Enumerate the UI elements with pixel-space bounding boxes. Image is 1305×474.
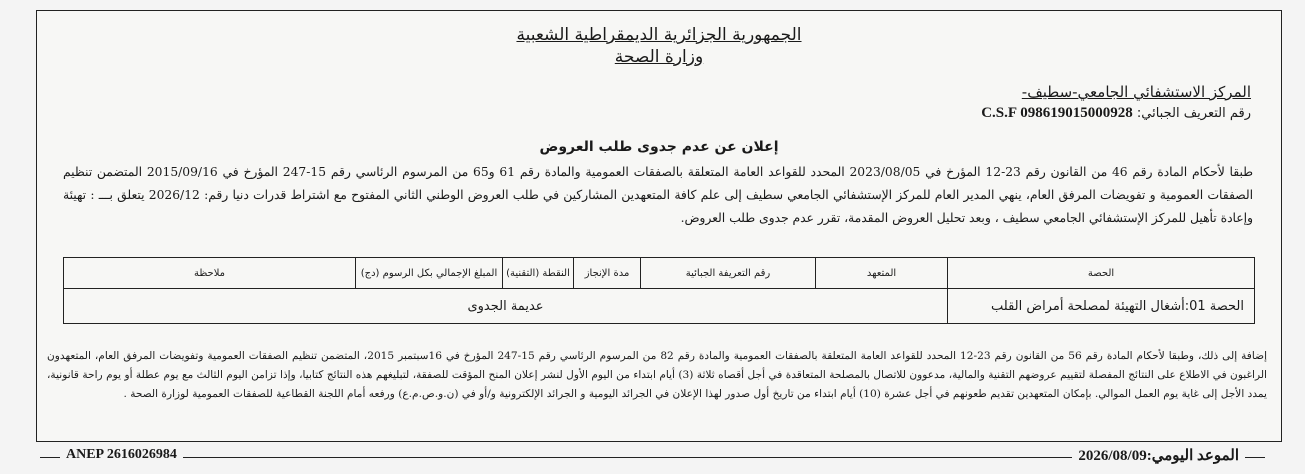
- footer: [0, 446, 1305, 468]
- nif-value: C.S.F 098619015000928: [981, 105, 1133, 121]
- table-header-row: [64, 258, 1255, 289]
- announcement-frame: [36, 10, 1282, 442]
- issuer-nif: [981, 105, 1251, 122]
- col-duration: مدة الإنجاز: [574, 258, 641, 289]
- col-score: النقطة (التقنية): [503, 258, 574, 289]
- nif-label: رقم التعريف الجبائي:: [1136, 106, 1251, 121]
- lot-name: الحصة 01:أشغال التهيئة لمصلحة أمراض القلب: [948, 289, 1255, 324]
- issuer-center: المركز الاستشفائي الجامعي-سطيف-: [1021, 83, 1251, 101]
- republic-title: الجمهورية الجزائرية الديمقراطية الشعبية: [516, 25, 802, 45]
- second-paragraph: إضافة إلى ذلك، وطبقا لأحكام المادة رقم 56 من القانون رقم 23-12 المحدد للقواعد العامة المتعلقة بالصفقات العمومية والمادة رقم 82 من المرسوم الرئاسي رقم 15-247 المؤرخ في 16سبتمبر 2015، المتضمن تنظيم الصفقات العمومية وتفويضات المرفق العام، المتعهدون الراغبون في الاطلاع على النتائج المفصلة لتقييم عروضهم التقنية والمالية، مدعوون للاتصال بالمصلحة المتعاقدة في أجل أقصاه ثلاثة (3) أيام ابتداء من اليوم الأول لنشر إعلان المنح المؤقت للصفقة، لتبليغهم هذه النتائج كتابيا، وإذا تزامن اليوم الثالث مع يوم عطلة أو يوم راحة قانونية، يمدد الأجل إلى غاية يوم العمل الموالي. بإمكان المتعهدين تقديم طعونهم في أجل عشرة (10) أيام ابتداء من تاريخ أول صدور لهذا الإعلان في الجرائد اليومية و الجرائد الإلكترونية و/أو في (ن.و.ص.م.ع) ورفعه أمام اللجنة القطاعية للصفقات العمومية لوزارة الصحة .: [47, 350, 1268, 400]
- publication-info: [1072, 446, 1245, 465]
- lots-table: [63, 257, 1255, 324]
- col-lot: الحصة: [948, 258, 1255, 289]
- announcement-title: إعلان عن عدم جدوى طلب العروض: [539, 139, 779, 155]
- table-row: [64, 289, 1255, 324]
- ministry-title: وزارة الصحة: [614, 47, 704, 67]
- col-tax-id: رقم التعريفة الجبائية: [641, 258, 816, 289]
- body-paragraph: طبقا لأحكام المادة رقم 46 من القانون رقم 23-12 المؤرخ في 2023/08/05 المحدد للقواعد العامة المتعلقة بالصفقات العمومية والمادة رقم 61 و65 من المرسوم الرئاسي رقم 15-247 المؤرخ في 2015/09/16 المتضمن تنظيم الصفقات العمومية و تفويضات المرفق العام، ينهي المدير العام للمركز الإستشفائي الجامعي سطيف إلى علم كافة المتعهدين المشاركين في طلب العروض الوطني الثاني المفتوح مع اشتراط قدرات دنيا رقم: 2026/12 يتعلق بـــ : تهيئة وإعادة تأهيل للمركز الإستشفائي الجامعي سطيف ، وبعد تحليل العروض المقدمة، تقرر عدم جدوى طلب العروض.: [63, 165, 1253, 225]
- newspaper-label: الموعد اليومي:: [1146, 448, 1239, 464]
- lot-result: عديمة الجدوى: [64, 289, 948, 324]
- col-amount: المبلغ الإجمالي بكل الرسوم (دج): [356, 258, 503, 289]
- anep-number: ANEP 2616026984: [60, 447, 183, 463]
- col-bidder: المتعهد: [816, 258, 948, 289]
- col-remark: ملاحظة: [64, 258, 356, 289]
- publication-date: 2026/08/09: [1078, 448, 1147, 464]
